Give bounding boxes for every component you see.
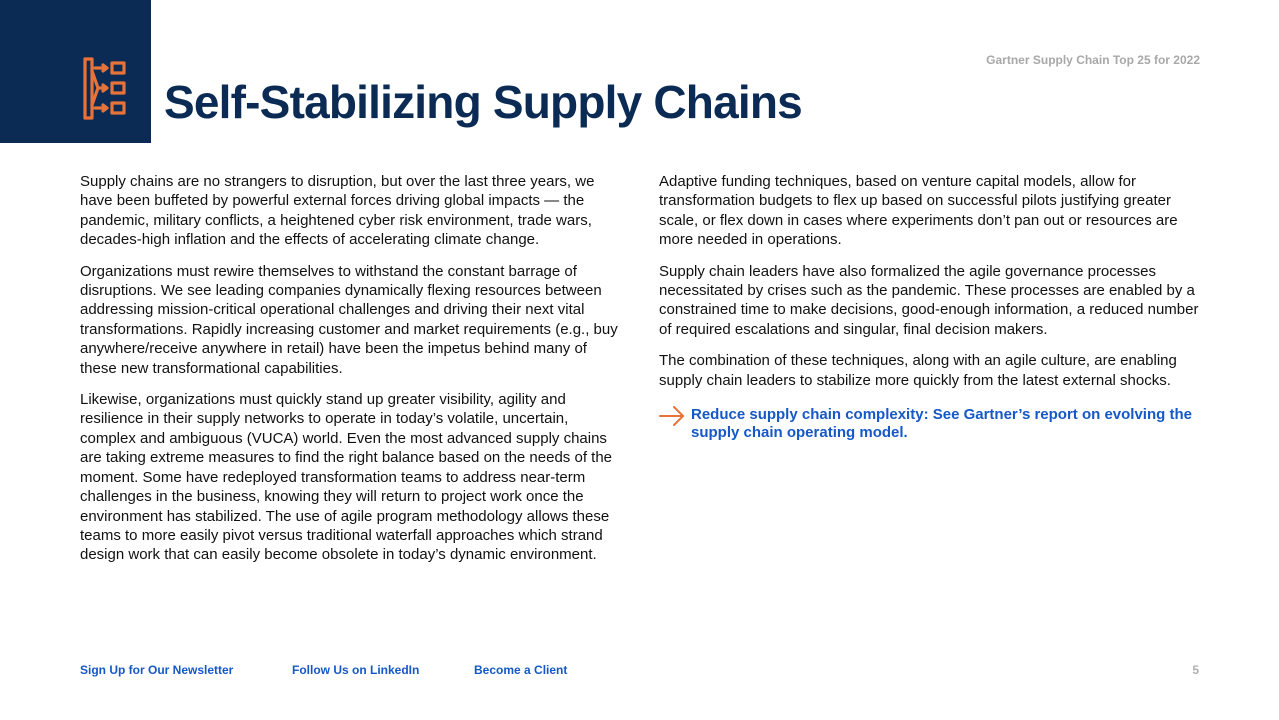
- callout-text[interactable]: Reduce supply chain complexity: See Gartner’s report on evolving the supply chain operating model.: [691, 406, 1192, 441]
- paragraph: The combination of these techniques, along with an agile culture, are enabling supply chain leaders to stabilize more quickly from the latest external shocks.: [659, 352, 1177, 389]
- page-number: 5: [1192, 663, 1199, 677]
- newsletter-signup-link[interactable]: Sign Up for Our Newsletter: [80, 663, 234, 677]
- arrow-right-icon: [659, 406, 685, 426]
- paragraph: Supply chains are no strangers to disruption, but over the last three years, we have been buffeted by powerful external forces driving global impacts — the pandemic, military conflicts, a heightened cyber risk environment, trade wars, decades-high inflation and the effects of accelerating climate change.: [80, 173, 595, 249]
- paragraph: Likewise, organizations must quickly stand up greater visibility, agility and resilience in their supply networks to operate in today’s volatile, uncertain, complex and ambiguous (VUCA) world. Even the most advanced supply chains are taking extreme measures to find the right balance based on the needs of the moment. Some have redeployed transformation teams to address near-term challenges in the business, knowing they will return to project work once the environment has stabilized. The use of agile program methodology allows these teams to more easily pivot versus traditional waterfall approaches which strand design work that can easily become obsolete in today’s dynamic environment.: [80, 391, 613, 564]
- linkedin-follow-link[interactable]: Follow Us on LinkedIn: [292, 663, 420, 677]
- supply-network-icon: [82, 57, 128, 120]
- report-callout-link[interactable]: [659, 406, 1205, 441]
- page-title: Self-Stabilizing Supply Chains: [164, 76, 802, 128]
- paragraph: Adaptive funding techniques, based on venture capital models, allow for transformation budgets to flex up based on successful pilots justifying greater scale, or flex down in cases where experiments don’t pan out or resources are more needed in operations.: [659, 173, 1178, 249]
- left-column: [80, 172, 626, 577]
- paragraph: Supply chain leaders have also formalized the agile governance processes necessitated by crises such as the pandemic. These processes are enabled by a constrained time to make decisions, good-enough information, a reduced number of required escalations and singular, final decision makers.: [659, 262, 1199, 338]
- right-column: [659, 172, 1205, 441]
- report-label: Gartner Supply Chain Top 25 for 2022: [986, 53, 1200, 67]
- paragraph: Organizations must rewire themselves to withstand the constant barrage of disruptions. We see leading companies dynamically flexing resources between addressing mission-critical operational challenges and driving their next vital transformations. Rapidly increasing customer and market requirements (e.g., buy anywhere/receive anywhere in retail) have been the impetus behind many of these new transformational capabilities.: [80, 262, 618, 377]
- become-client-link[interactable]: Become a Client: [474, 663, 568, 677]
- header-logo-block: [0, 0, 151, 143]
